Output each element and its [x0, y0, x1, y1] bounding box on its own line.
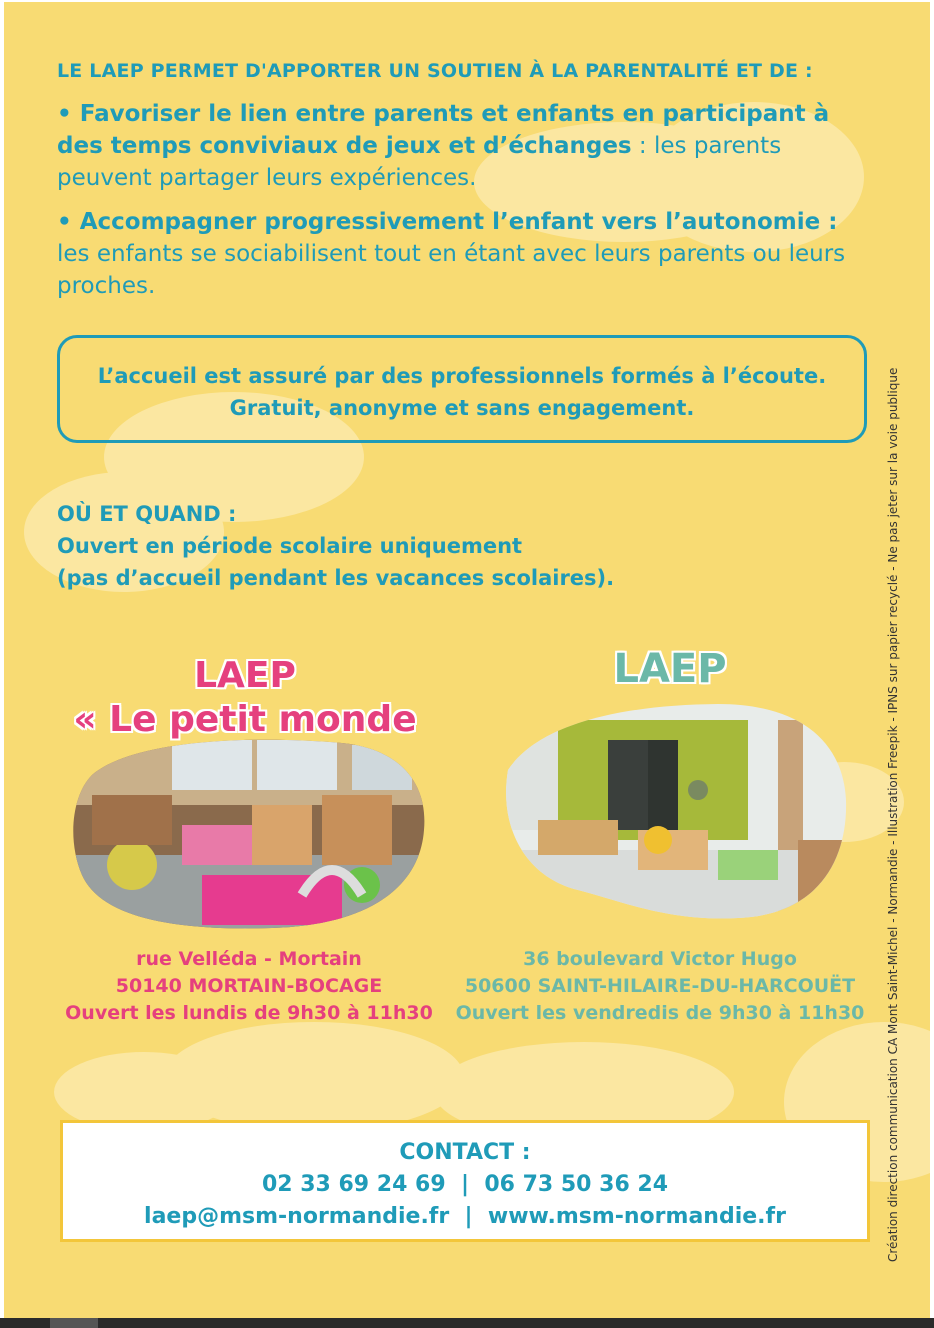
laep-right-address: [442, 946, 878, 1027]
bullet-favoriser-text: : les parents peuvent partager leurs expériences.: [57, 133, 782, 191]
bottom-strip: [0, 1318, 934, 1328]
laep-left-title-line1: LAEP: [194, 655, 296, 696]
where-when-section: [57, 498, 614, 594]
laep-left-address: [56, 946, 442, 1027]
bullet-accompagner-bold: • Accompagner progressivement l’enfant vers l’autonomie :: [57, 209, 838, 235]
contact-web: laep@msm-normandie.fr | www.msm-normandie.fr: [144, 1204, 786, 1229]
laep-right-street: 36 boulevard Victor Hugo: [523, 948, 797, 970]
bullet-favoriser-bold: • Favoriser le lien entre parents et enfants en participant à des temps conviviaux de jeux et d’échanges: [57, 101, 830, 159]
laep-left-city: 50140 MORTAIN-BOCAGE: [115, 975, 383, 997]
info-line-2: Gratuit, anonyme et sans engagement.: [229, 396, 695, 420]
info-box: [57, 335, 867, 443]
info-line-1: L’accueil est assuré par des professionnels formés à l’écoute.: [97, 364, 827, 388]
contact-box: [60, 1120, 870, 1242]
where-line-2: (pas d’accueil pendant les vacances scolaires).: [57, 566, 615, 590]
intro-heading: LE LAEP PERMET D'APPORTER UN SOUTIEN À LA PARENTALITÉ ET DE :: [57, 60, 813, 82]
laep-left-street: rue Velléda - Mortain: [136, 948, 362, 970]
where-line-1: Ouvert en période scolaire uniquement: [57, 534, 523, 558]
bullet-accompagner-text: les enfants se sociabilisent tout en étant avec leurs parents ou leurs proches.: [57, 241, 846, 299]
laep-left-title-line2: « Le petit monde: [73, 699, 417, 740]
bottom-tab: [50, 1318, 98, 1328]
laep-right-city: 50600 SAINT-HILAIRE-DU-HARCOUËT: [464, 975, 856, 997]
where-heading: OÙ ET QUAND :: [57, 502, 237, 526]
credit-sidebar: Création direction communication CA Mont Saint-Michel - Normandie - Illustration Freepik - IPNS sur papier recyclé - Ne pas jeter sur la voie publique: [886, 367, 900, 1262]
contact-heading: CONTACT :: [399, 1140, 531, 1165]
laep-right-title: LAEP: [613, 646, 727, 692]
contact-phones: 02 33 69 24 69 | 06 73 50 36 24: [261, 1172, 669, 1197]
laep-left-photo: [72, 735, 428, 930]
laep-right-hours: Ouvert les vendredis de 9h30 à 11h30: [455, 1002, 865, 1024]
bullet-accompagner: [57, 206, 857, 302]
laep-left-hours: Ouvert les lundis de 9h30 à 11h30: [65, 1002, 433, 1024]
laep-right-photo: [498, 700, 848, 922]
bullet-favoriser: [57, 98, 857, 194]
